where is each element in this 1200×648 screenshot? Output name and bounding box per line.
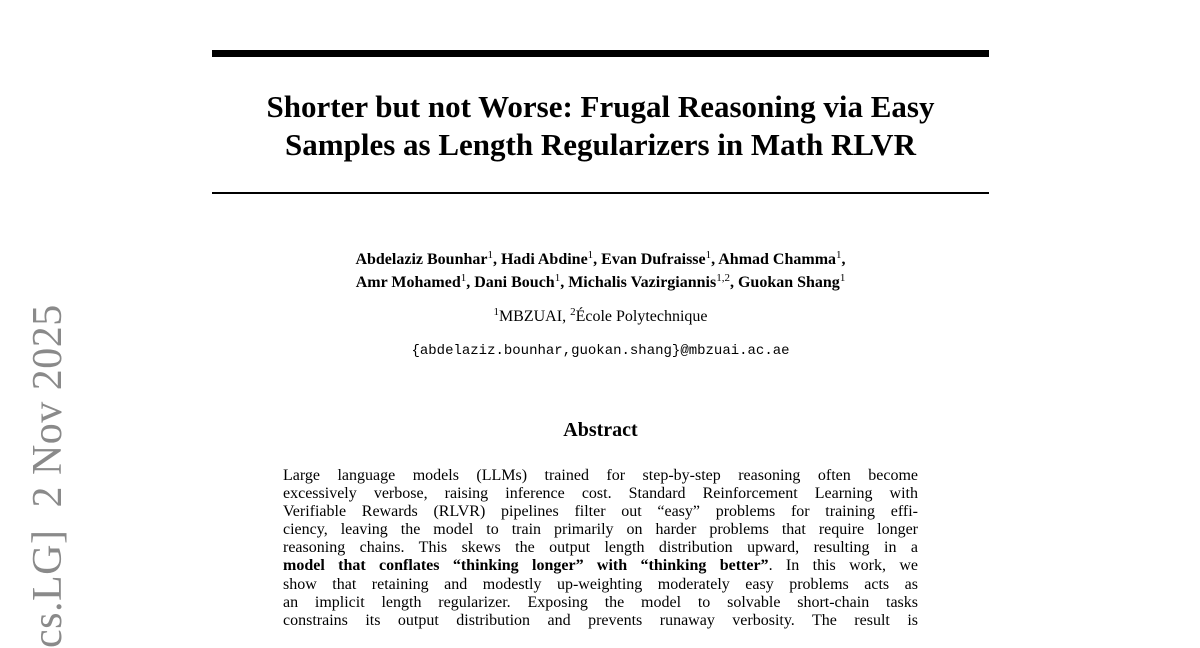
arxiv-side-stamp bbox=[26, 304, 70, 648]
author-affiliation-mark: 1 bbox=[460, 272, 467, 284]
author-separator: , bbox=[466, 274, 475, 291]
abstract-line bbox=[283, 576, 918, 594]
arxiv-category: cs.LG] bbox=[25, 529, 71, 648]
paper-title bbox=[212, 88, 989, 164]
abstract-line bbox=[283, 467, 918, 485]
paper-title-line-2: Samples as Length Regularizers in Math RLVR bbox=[285, 127, 916, 162]
affiliation-mark: 1 bbox=[493, 306, 499, 318]
author-affiliation-mark: 1 bbox=[839, 272, 846, 284]
abstract-text: . In this work, we bbox=[768, 557, 919, 575]
abstract-text: an implicit length regularizer. Exposing the model to solvable short-chain tasks bbox=[283, 593, 918, 611]
affiliation-name: MBZUAI bbox=[498, 308, 563, 325]
author-list bbox=[212, 249, 989, 295]
abstract-text: excessively verbose, raising inference cost. Standard Reinforcement Learning with bbox=[283, 485, 918, 503]
author-name: Evan Dufraisse bbox=[601, 251, 706, 268]
author-separator: , bbox=[492, 251, 501, 268]
author-separator: , bbox=[593, 251, 602, 268]
author-name: Ahmad Chamma bbox=[718, 251, 837, 268]
abstract-text: reasoning chains. This skews the output length distribution upward, resulting in a bbox=[283, 539, 918, 557]
abstract-line bbox=[283, 485, 918, 503]
arxiv-date: 2 Nov 2025 bbox=[25, 304, 71, 508]
author-separator: , bbox=[560, 274, 569, 291]
contact-email: {abdelaziz.bounhar,guokan.shang}@mbzuai.ac.ae bbox=[411, 343, 790, 359]
author-affiliation-mark: 1 bbox=[836, 249, 842, 261]
abstract-text: constrains its output distribution and prevents runaway verbosity. The result is bbox=[283, 611, 918, 629]
author-name: Hadi Abdine bbox=[500, 251, 588, 268]
affiliation-name: École Polytechnique bbox=[575, 308, 708, 325]
title-bottom-rule bbox=[212, 192, 989, 194]
abstract-line bbox=[283, 612, 918, 630]
author-affiliation-mark: 1 bbox=[487, 249, 493, 261]
abstract-line bbox=[283, 539, 918, 557]
affiliations bbox=[212, 306, 989, 329]
paper-title-line-1: Shorter but not Worse: Frugal Reasoning via Easy bbox=[266, 89, 935, 124]
abstract-emphasis: model that conflates “thinking longer” with “thinking better” bbox=[283, 557, 769, 575]
abstract-line bbox=[283, 503, 918, 521]
author-separator: , bbox=[841, 251, 846, 268]
author-name: Dani Bouch bbox=[474, 274, 555, 291]
author-name: Guokan Shang bbox=[737, 274, 840, 291]
author-name: Michalis Vazirgiannis bbox=[568, 274, 717, 291]
title-top-rule bbox=[212, 50, 989, 57]
abstract-text: show that retaining and modestly up-weighting moderately easy problems acts as bbox=[283, 575, 918, 593]
author-affiliation-mark: 1 bbox=[554, 272, 561, 284]
abstract-line bbox=[283, 521, 918, 539]
author-name: Abdelaziz Bounhar bbox=[355, 251, 488, 268]
author-affiliation-mark: 1,2 bbox=[716, 272, 730, 284]
abstract-text: Verifiable Rewards (RLVR) pipelines filter out “easy” problems for training effi- bbox=[283, 503, 918, 521]
abstract-heading: Abstract bbox=[563, 419, 638, 441]
abstract-line bbox=[283, 594, 918, 612]
affiliation-separator: , bbox=[562, 308, 571, 325]
author-separator: , bbox=[711, 251, 719, 268]
author-affiliation-mark: 1 bbox=[705, 249, 712, 261]
author-separator: , bbox=[729, 274, 738, 291]
abstract-text: Large language models (LLMs) trained for step-by-step reasoning often become bbox=[283, 467, 918, 484]
author-affiliation-mark: 1 bbox=[587, 249, 594, 261]
abstract-body bbox=[283, 467, 918, 630]
author-name: Amr Mohamed bbox=[355, 274, 461, 291]
affiliation-mark: 2 bbox=[570, 306, 576, 318]
abstract-line bbox=[283, 557, 918, 575]
abstract-text: ciency, leaving the model to train primarily on harder problems that require longer bbox=[283, 521, 918, 539]
